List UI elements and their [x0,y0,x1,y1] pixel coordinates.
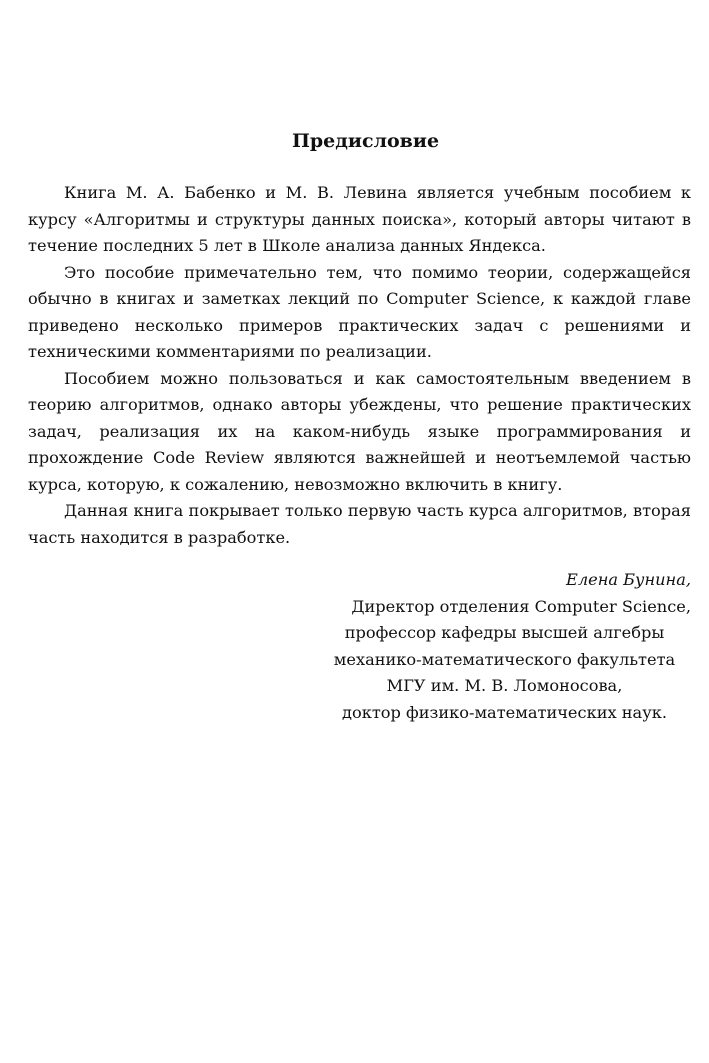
signature-line-5: доктор физико-математических наук. [342,702,667,722]
signature-block [28,567,691,726]
paragraph-4: Данная книга покрывает только первую часть курса алгоритмов, вторая часть находится в разработке. [28,501,691,547]
paragraph-1: Книга М. А. Бабенко и М. В. Левина является учебным пособием к курсу «Алгоритмы и структуры данных поиска», который авторы читают в течение последних 5 лет в Школе анализа данных Яндекса. [28,183,691,255]
page-title: Предисловие [291,130,440,152]
paragraph-3: Пособием можно пользоваться и как самостоятельным введением в теорию алгоритмов, однако авторы убеждены, что решение практических задач, реализация их на каком-нибудь языке программирования и прохождение Code Review являются важнейшей и неотъемлемой частью курса, которую, к сожалению, невозможно включить в книгу. [28,368,691,494]
signature-line-4: МГУ им. М. В. Ломоносова, [386,676,623,695]
signature-name: Елена Бунина, [566,570,691,589]
signature-line-3: механико-математического факультета [333,649,676,669]
signature-line-1: Директор отделения Computer Science, [351,596,691,616]
preface-page [28,130,691,726]
signature-line-2: профессор кафедры высшей алгебры [344,623,665,642]
paragraph-2: Это пособие примечательно тем, что помимо теории, содержащейся обычно в книгах и заметках лекций по Computer Science, к каждой главе приведено несколько примеров практических задач с решениями и техническими комментариями по реализации. [28,262,691,361]
